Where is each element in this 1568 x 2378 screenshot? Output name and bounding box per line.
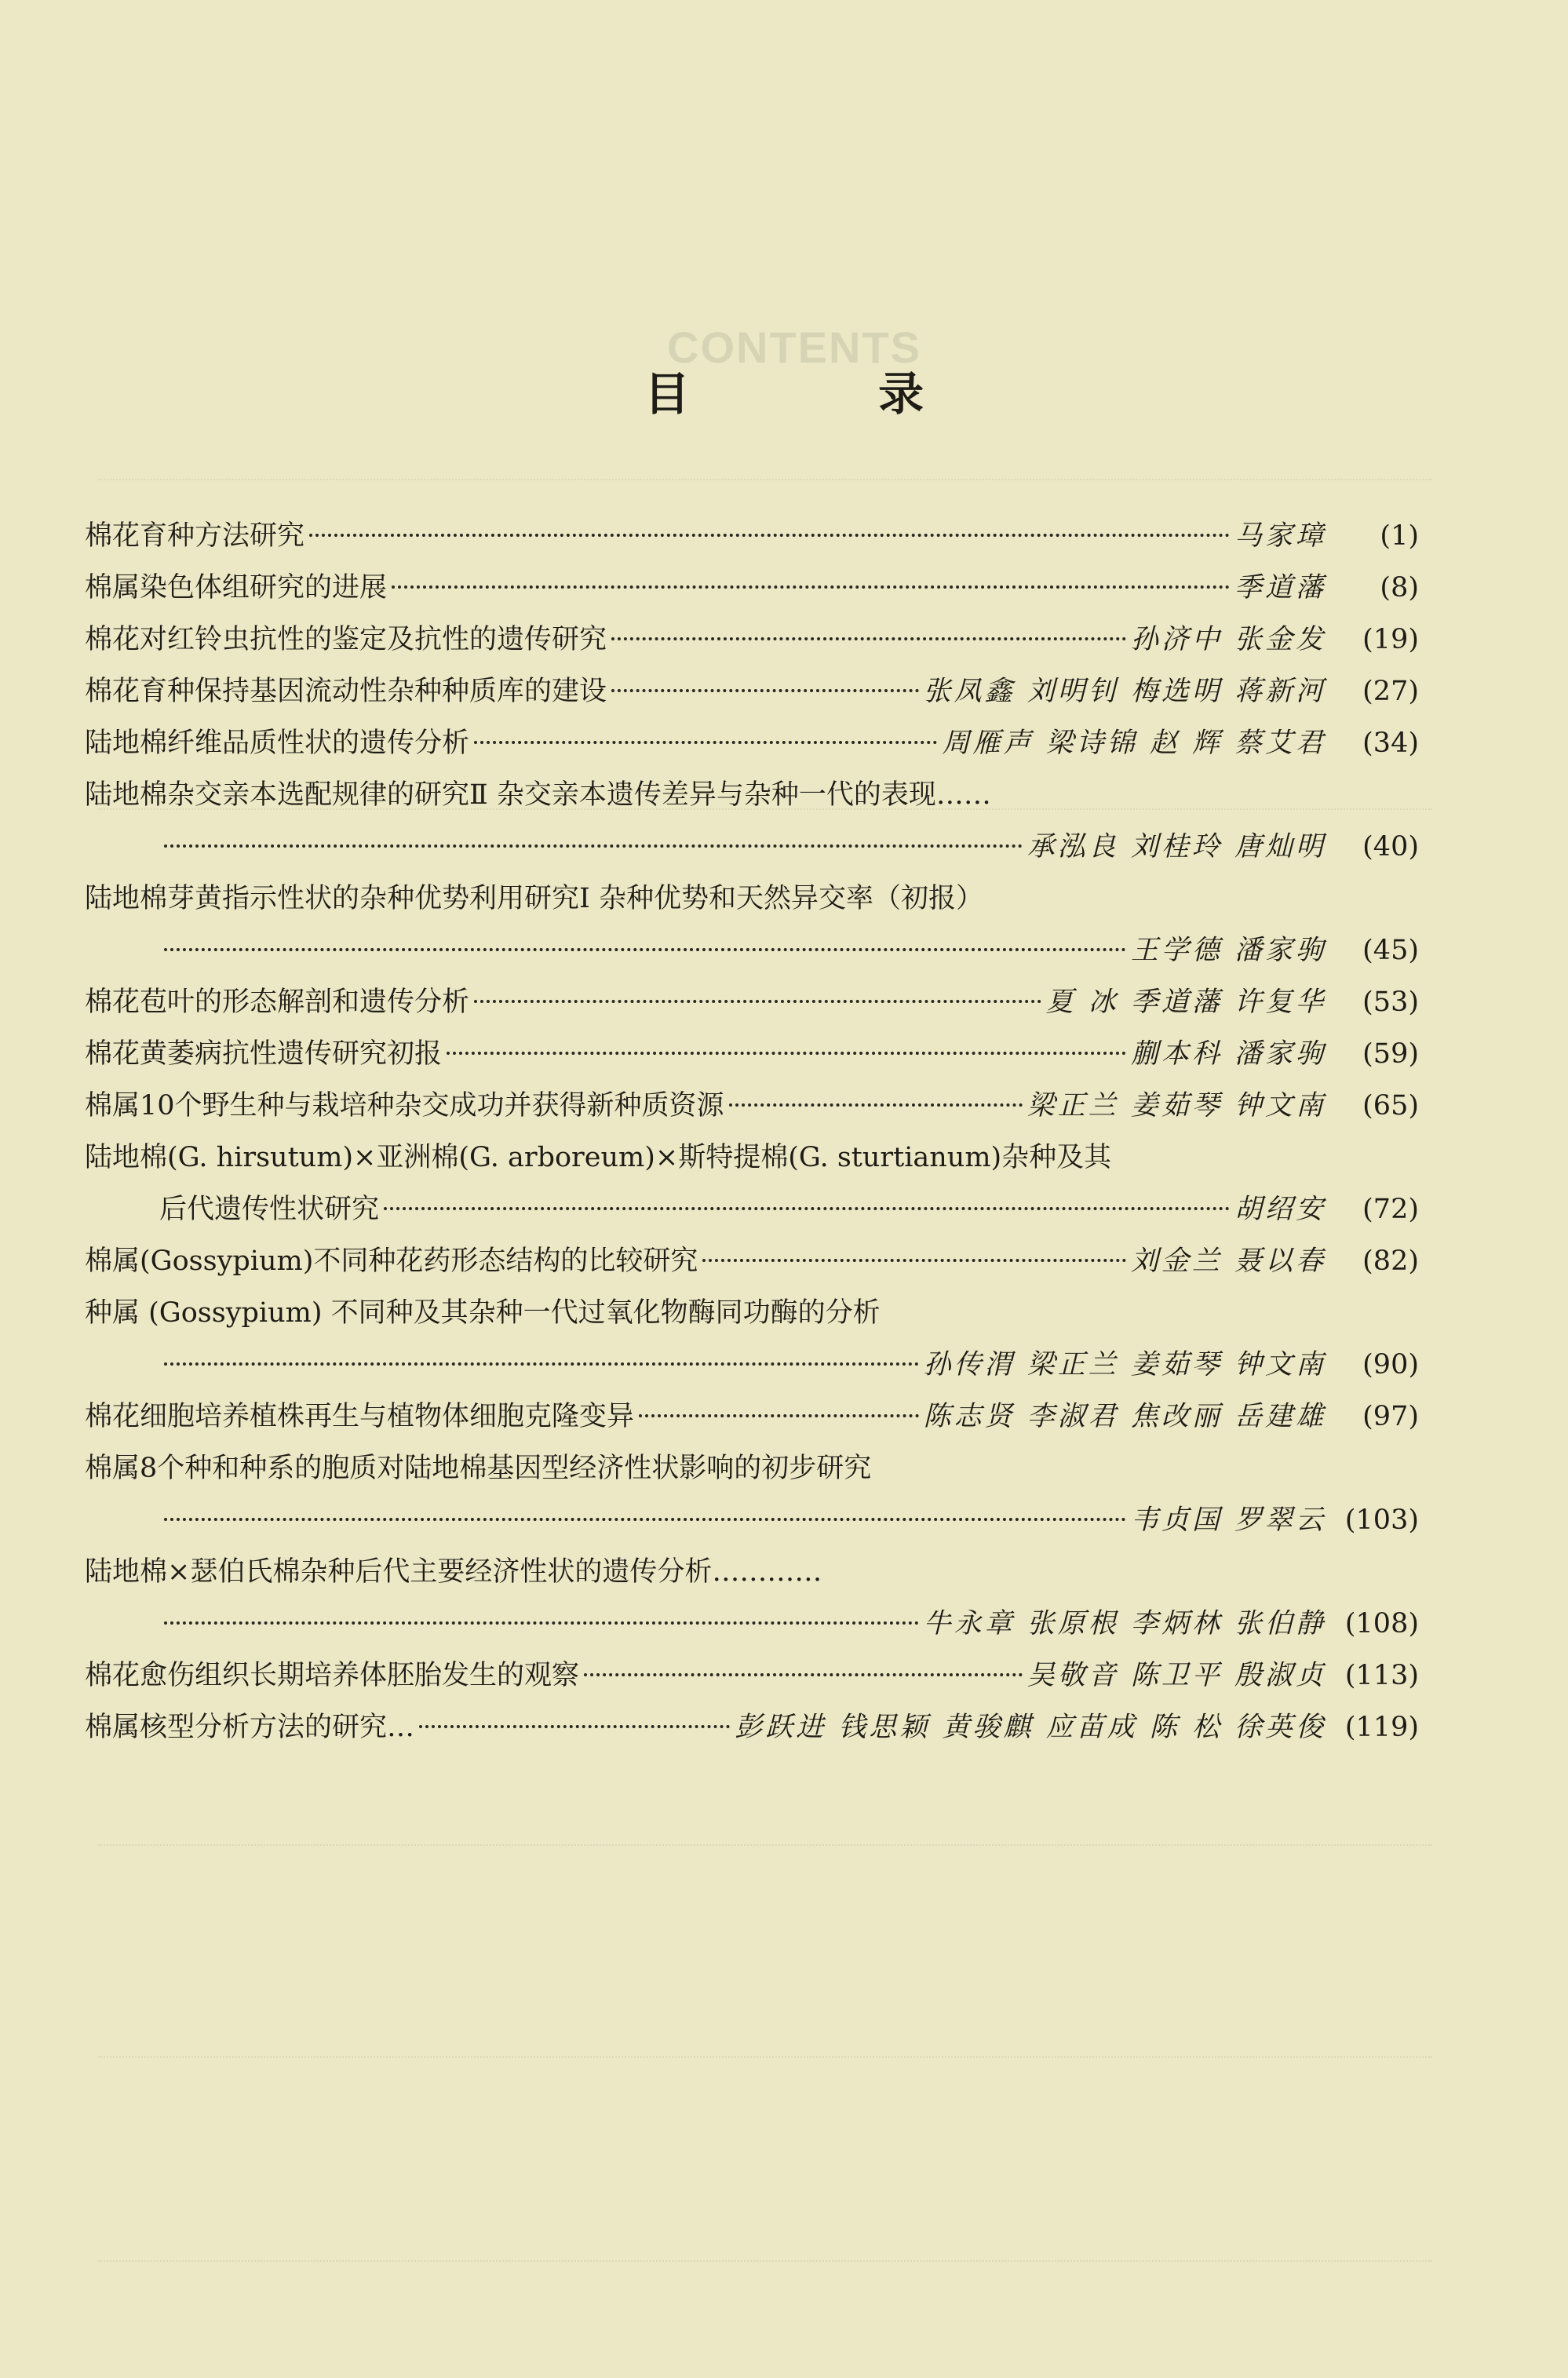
bleed-through-text: CONTENTS xyxy=(667,323,921,372)
entry-continuation-line xyxy=(85,1494,1419,1546)
dot-leader xyxy=(584,1673,1023,1676)
dot-leader xyxy=(474,741,937,744)
entry-title: 棉花细胞培养植株再生与植物体细胞克隆变异 xyxy=(85,1401,635,1432)
entry-title-line xyxy=(85,614,1419,666)
toc-entry xyxy=(85,1132,1419,1235)
dot-leader xyxy=(611,637,1126,640)
entry-page-number: (19) xyxy=(1362,624,1419,655)
page-title: 目 录 xyxy=(644,367,1011,421)
entry-authors: 马家璋 xyxy=(1234,520,1326,552)
entry-authors: 梁正兰 姜茹琴 钟文南 xyxy=(1026,1090,1326,1122)
entry-title-line xyxy=(85,666,1419,717)
entry-title-line xyxy=(85,1391,1419,1442)
dot-leader xyxy=(474,1000,1041,1003)
entry-authors: 陈志贤 李淑君 焦改丽 岳建雄 xyxy=(923,1401,1326,1432)
toc-entry xyxy=(85,614,1419,666)
dot-leader xyxy=(164,1518,1126,1521)
entry-page-number: (90) xyxy=(1362,1349,1419,1380)
table-of-contents xyxy=(85,510,1419,1753)
entry-title-line xyxy=(85,1132,1419,1184)
entry-title-line xyxy=(85,1546,1419,1598)
entry-authors: 张凤鑫 刘明钊 梅选明 蒋新河 xyxy=(923,676,1326,707)
entry-page-number: (72) xyxy=(1362,1194,1419,1225)
entry-title-line xyxy=(85,1701,1419,1753)
entry-page-number: (8) xyxy=(1380,572,1419,604)
toc-entry xyxy=(85,873,1419,976)
entry-continuation-line xyxy=(85,925,1419,976)
entry-title: 种属 (Gossypium) 不同种及其杂种一代过氧化物酶同功酶的分析 xyxy=(85,1297,881,1329)
entry-title: 棉花愈伤组织长期培养体胚胎发生的观察 xyxy=(85,1660,580,1691)
dot-leader xyxy=(611,689,919,692)
dot-leader xyxy=(729,1103,1023,1107)
toc-entry xyxy=(85,510,1419,562)
entry-title: 棉属染色体组研究的进展 xyxy=(85,572,388,604)
entry-title: 棉花对红铃虫抗性的鉴定及抗性的遗传研究 xyxy=(85,624,607,655)
bleed-through-line xyxy=(98,1844,1432,1868)
entry-page-number: (108) xyxy=(1344,1608,1419,1639)
entry-title-line xyxy=(85,1235,1419,1287)
entry-page-number: (97) xyxy=(1362,1401,1419,1432)
entry-title: 陆地棉杂交亲本选配规律的研究Ⅱ 杂交亲本遗传差异与杂种一代的表现…… xyxy=(85,779,991,811)
toc-entry xyxy=(85,1650,1419,1701)
toc-entry xyxy=(85,1287,1419,1391)
entry-authors: 夏 冰 季道藩 许复华 xyxy=(1045,987,1326,1018)
entry-title: 棉花黄萎病抗性遗传研究初报 xyxy=(85,1038,443,1070)
entry-page-number: (82) xyxy=(1362,1246,1419,1277)
entry-title: 陆地棉×瑟伯氏棉杂种后代主要经济性状的遗传分析………… xyxy=(85,1556,822,1588)
bleed-through-line xyxy=(98,2260,1432,2284)
entry-title: 后代遗传性状研究 xyxy=(159,1194,380,1225)
entry-page-number: (113) xyxy=(1344,1660,1419,1691)
toc-entry xyxy=(85,562,1419,614)
entry-title-line xyxy=(85,873,1419,925)
entry-title-line xyxy=(85,1028,1419,1080)
entry-title: 陆地棉纤维品质性状的遗传分析 xyxy=(85,728,470,759)
toc-entry xyxy=(85,769,1419,873)
toc-entry xyxy=(85,666,1419,717)
entry-title: 棉属核型分析方法的研究… xyxy=(85,1712,415,1743)
entry-title: 棉属10个野生种与栽培种杂交成功并获得新种质资源 xyxy=(85,1090,724,1122)
dot-leader xyxy=(164,844,1023,848)
entry-page-number: (59) xyxy=(1362,1038,1419,1070)
entry-title-line xyxy=(85,1080,1419,1132)
entry-authors: 承泓良 刘桂玲 唐灿明 xyxy=(1026,831,1326,863)
entry-title-line xyxy=(85,510,1419,562)
dot-leader xyxy=(639,1414,919,1417)
entry-authors: 孙传渭 梁正兰 姜茹琴 钟文南 xyxy=(923,1349,1326,1380)
entry-authors: 王学德 潘家驹 xyxy=(1130,935,1326,966)
entry-page-number: (119) xyxy=(1344,1712,1419,1743)
entry-title-line xyxy=(85,1650,1419,1701)
entry-authors: 牛永章 张原根 李炳林 张伯静 xyxy=(923,1608,1326,1639)
entry-title: 棉花育种方法研究 xyxy=(85,520,305,552)
entry-continuation-line xyxy=(85,821,1419,873)
dot-leader xyxy=(164,1621,919,1625)
entry-title: 棉属8个种和种系的胞质对陆地棉基因型经济性状影响的初步研究 xyxy=(85,1453,872,1484)
entry-title: 陆地棉(G. hirsutum)×亚洲棉(G. arboreum)×斯特提棉(G. sturtianum)杂种及其 xyxy=(85,1142,1112,1173)
dot-leader xyxy=(384,1207,1230,1210)
entry-page-number: (103) xyxy=(1344,1504,1419,1536)
entry-title-line xyxy=(85,976,1419,1028)
entry-title: 棉花育种保持基因流动性杂种种质库的建设 xyxy=(85,676,607,707)
entry-authors: 蒯本科 潘家驹 xyxy=(1130,1038,1326,1070)
entry-page-number: (40) xyxy=(1362,831,1419,863)
toc-entry xyxy=(85,717,1419,769)
dot-leader xyxy=(419,1725,730,1728)
entry-continuation-line xyxy=(85,1184,1419,1235)
toc-entry xyxy=(85,1701,1419,1753)
dot-leader xyxy=(164,948,1126,951)
dot-leader xyxy=(164,1362,919,1366)
entry-continuation-line xyxy=(85,1598,1419,1650)
dot-leader xyxy=(309,534,1230,537)
entry-authors: 刘金兰 聂以春 xyxy=(1130,1246,1326,1277)
entry-authors: 胡绍安 xyxy=(1234,1194,1326,1225)
bleed-through-line xyxy=(98,479,1432,502)
entry-title: 棉花苞叶的形态解剖和遗传分析 xyxy=(85,987,470,1018)
entry-page-number: (34) xyxy=(1362,728,1419,759)
entry-title: 陆地棉芽黄指示性状的杂种优势利用研究Ⅰ 杂种优势和天然异交率（初报） xyxy=(85,883,983,914)
entry-authors: 孙济中 张金发 xyxy=(1130,624,1326,655)
entry-authors: 彭跃进 钱思颖 黄骏麒 应苗成 陈 松 徐英俊 xyxy=(735,1712,1326,1743)
entry-continuation-line xyxy=(85,1339,1419,1391)
entry-page-number: (27) xyxy=(1362,676,1419,707)
entry-title-line xyxy=(85,562,1419,614)
entry-authors: 吴敬音 陈卫平 殷淑贞 xyxy=(1026,1660,1326,1691)
dot-leader xyxy=(702,1259,1125,1262)
bleed-through-line xyxy=(98,2056,1432,2080)
entry-title: 棉属(Gossypium)不同种花药形态结构的比较研究 xyxy=(85,1246,698,1277)
entry-page-number: (1) xyxy=(1380,520,1419,552)
toc-entry xyxy=(85,1442,1419,1546)
entry-authors: 季道藩 xyxy=(1234,572,1326,604)
entry-title-line xyxy=(85,717,1419,769)
entry-title-line xyxy=(85,1442,1419,1494)
toc-entry xyxy=(85,1391,1419,1442)
toc-entry xyxy=(85,1028,1419,1080)
entry-page-number: (53) xyxy=(1362,987,1419,1018)
entry-title-line xyxy=(85,769,1419,821)
toc-entry xyxy=(85,976,1419,1028)
entry-authors: 韦贞国 罗翠云 xyxy=(1130,1504,1326,1536)
dot-leader xyxy=(447,1052,1126,1055)
toc-entry xyxy=(85,1080,1419,1132)
entry-page-number: (45) xyxy=(1362,935,1419,966)
toc-entry xyxy=(85,1546,1419,1650)
toc-entry xyxy=(85,1235,1419,1287)
entry-title-line xyxy=(85,1287,1419,1339)
dot-leader xyxy=(392,585,1230,589)
entry-authors: 周雁声 梁诗锦 赵 辉 蔡艾君 xyxy=(942,728,1326,759)
entry-page-number: (65) xyxy=(1362,1090,1419,1122)
